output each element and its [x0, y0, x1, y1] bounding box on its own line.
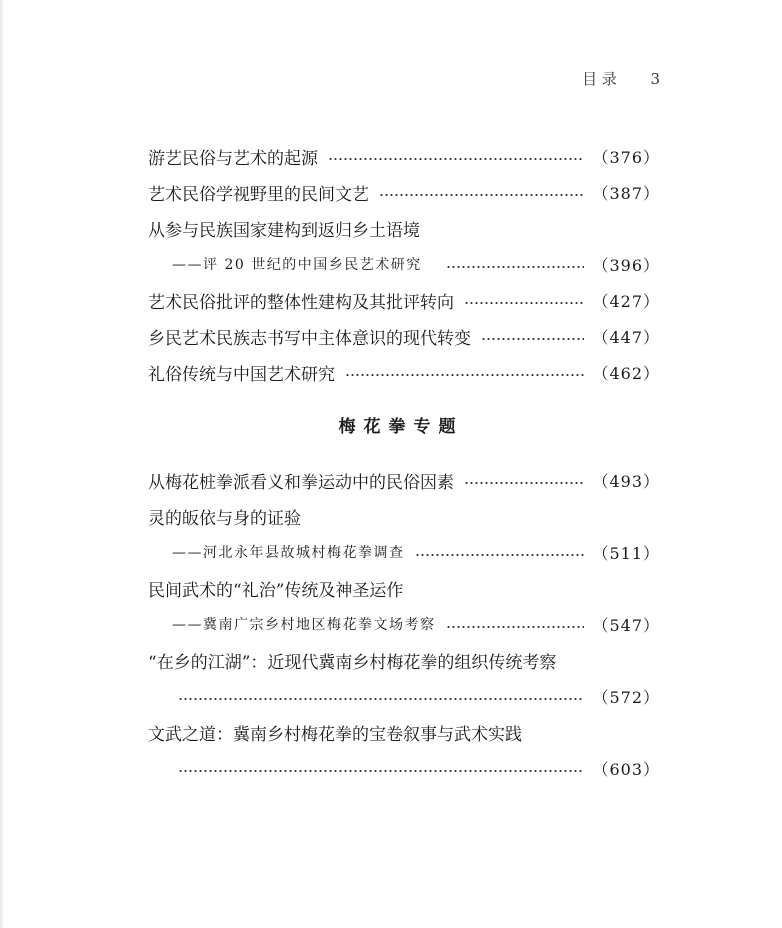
- dot-leader: [178, 698, 584, 700]
- dot-leader: [481, 338, 584, 340]
- section-heading: 梅花拳专题: [338, 417, 464, 437]
- dot-leader: [446, 266, 585, 268]
- dot-leader: [328, 158, 584, 160]
- running-head: [582, 68, 660, 89]
- toc-entry-page: （396）: [592, 255, 660, 275]
- toc-entry-title: 礼俗传统与中国艺术研究: [148, 364, 335, 385]
- toc-entry-page: （511）: [592, 543, 660, 563]
- toc-entry-page: （447）: [592, 327, 660, 347]
- toc-entry-subtitle-text: ——冀南广宗乡村地区梅花拳文场考察: [172, 617, 436, 633]
- toc-entry-subtitle[interactable]: [172, 537, 660, 567]
- toc-entry-page: （603）: [592, 759, 660, 779]
- toc-entry-title: 艺术民俗批评的整体性建构及其批评转向: [148, 292, 454, 313]
- toc-entry[interactable]: [148, 465, 660, 495]
- toc-entry-page: （376）: [592, 147, 660, 167]
- toc-entry-continuation[interactable]: [178, 681, 660, 711]
- toc-entry-subtitle[interactable]: [172, 609, 660, 639]
- toc-entry-title: 乡民艺术民族志书写中主体意识的现代转变: [148, 328, 471, 349]
- toc-entry-title: 从参与民族国家建构到返归乡土语境: [148, 220, 420, 241]
- toc-entry[interactable]: [148, 321, 660, 351]
- toc-entry[interactable]: [148, 501, 301, 531]
- toc-entry-continuation[interactable]: [178, 753, 660, 783]
- page-edge: [0, 0, 4, 928]
- toc-entry-page: （387）: [592, 183, 660, 203]
- toc-entry-subtitle-text: ——河北永年县故城村梅花拳调查: [172, 545, 405, 561]
- toc-entry[interactable]: [148, 573, 403, 603]
- toc-entry[interactable]: [148, 645, 556, 675]
- toc-entry-title: 艺术民俗学视野里的民间文艺: [148, 184, 369, 205]
- dot-leader: [345, 374, 584, 376]
- toc-entry-subtitle[interactable]: [172, 249, 660, 279]
- dot-leader: [446, 626, 585, 628]
- toc-entry-title: 民间武术的“礼治”传统及神圣运作: [148, 580, 404, 601]
- toc-entry-title: 从梅花桩拳派看义和拳运动中的民俗因素: [148, 472, 454, 493]
- toc-entry[interactable]: [148, 177, 660, 207]
- toc-entry[interactable]: [148, 717, 522, 747]
- toc-entry-subtitle-text: ——评 20 世纪的中国乡民艺术研究: [172, 257, 422, 273]
- toc-entry-page: （427）: [592, 291, 660, 311]
- dot-leader: [415, 554, 585, 556]
- toc-entry[interactable]: [148, 285, 660, 315]
- toc-entry[interactable]: [148, 357, 660, 387]
- toc-entry-title: 游艺民俗与艺术的起源: [148, 148, 318, 169]
- toc-entry-title: “在乡的江湖”：近现代冀南乡村梅花拳的组织传统考察: [148, 652, 557, 673]
- dot-leader: [178, 770, 584, 772]
- dot-leader: [379, 194, 584, 196]
- dot-leader: [464, 302, 584, 304]
- toc-entry-page: （493）: [592, 471, 660, 491]
- dot-leader: [464, 482, 584, 484]
- toc-entry-title: 文武之道：冀南乡村梅花拳的宝卷叙事与武术实践: [148, 724, 522, 745]
- toc-entry-title: 灵的皈依与身的证验: [148, 508, 301, 529]
- toc-entry-page: （547）: [592, 615, 660, 635]
- running-head-page-number: 3: [650, 70, 660, 88]
- toc-entry-page: （462）: [592, 363, 660, 383]
- running-head-label: 目 录: [582, 70, 617, 88]
- toc-entry-page: （572）: [592, 687, 660, 707]
- toc-entry[interactable]: [148, 141, 660, 171]
- toc-entry[interactable]: [148, 213, 420, 243]
